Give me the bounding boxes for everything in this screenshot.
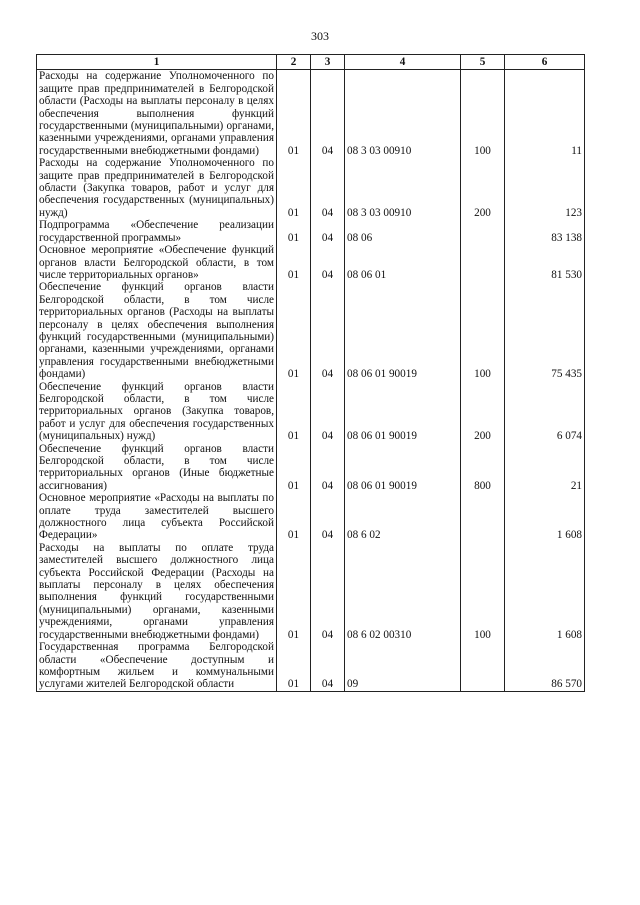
row-expense-type: 200 (461, 157, 505, 219)
row-target-code: 08 3 03 00910 (345, 70, 461, 157)
row-section-code: 01 (277, 281, 311, 380)
column-header-6: 6 (505, 55, 585, 70)
row-description: Обеспечение функций органов власти Белгородской области, в том числе территориальных органов (Иные бюджетные ассигнования) (37, 443, 277, 493)
row-subsection-code: 04 (311, 381, 345, 443)
row-target-code: 08 06 01 90019 (345, 443, 461, 493)
row-description: Расходы на содержание Уполномоченного по защите прав предпринимателей в Белгородской области (Расходы на выплаты персоналу в целях обеспечения выполнения функций государственными (муниципальными) органами, казенными учреждениями, органами управления государственными внебюджетными фондами) (37, 70, 277, 157)
table-row (37, 244, 585, 281)
table-row (37, 443, 585, 493)
row-target-code: 08 6 02 (345, 492, 461, 542)
row-subsection-code: 04 (311, 542, 345, 641)
row-amount: 75 435 (505, 281, 585, 380)
row-expense-type (461, 219, 505, 244)
table-row (37, 219, 585, 244)
table-row (37, 492, 585, 542)
row-description: Обеспечение функций органов власти Белгородской области, в том числе территориальных органов (Расходы на выплаты персоналу в целях обеспечения выполнения функций государственными (муниципальными) органами, казенными учреждениями, органами управления государственными внебюджетными фондами) (37, 281, 277, 380)
row-expense-type (461, 492, 505, 542)
row-amount: 81 530 (505, 244, 585, 281)
budget-table (36, 54, 585, 692)
column-header-5: 5 (461, 55, 505, 70)
row-section-code: 01 (277, 70, 311, 157)
row-subsection-code: 04 (311, 443, 345, 493)
table-row (37, 70, 585, 157)
table-row (37, 157, 585, 219)
column-header-4: 4 (345, 55, 461, 70)
row-subsection-code: 04 (311, 157, 345, 219)
table-row (37, 281, 585, 380)
row-target-code: 08 3 03 00910 (345, 157, 461, 219)
row-section-code: 01 (277, 381, 311, 443)
row-subsection-code: 04 (311, 219, 345, 244)
table-header-row (37, 55, 585, 70)
column-header-3: 3 (311, 55, 345, 70)
row-target-code: 08 6 02 00310 (345, 542, 461, 641)
row-subsection-code: 04 (311, 492, 345, 542)
row-expense-type: 200 (461, 381, 505, 443)
row-description: Основное мероприятие «Расходы на выплаты по оплате труда заместителей высшего должностного лица субъекта Российской Федерации» (37, 492, 277, 542)
row-section-code: 01 (277, 492, 311, 542)
row-section-code: 01 (277, 542, 311, 641)
row-amount: 123 (505, 157, 585, 219)
row-amount: 86 570 (505, 641, 585, 691)
page-number: 303 (311, 29, 329, 43)
row-description: Основное мероприятие «Обеспечение функций органов власти Белгородской области, в том числе территориальных органов» (37, 244, 277, 281)
row-target-code: 08 06 01 90019 (345, 281, 461, 380)
row-subsection-code: 04 (311, 244, 345, 281)
row-expense-type: 100 (461, 70, 505, 157)
row-section-code: 01 (277, 157, 311, 219)
row-target-code: 09 (345, 641, 461, 691)
row-target-code: 08 06 (345, 219, 461, 244)
row-section-code: 01 (277, 641, 311, 691)
row-subsection-code: 04 (311, 281, 345, 380)
table-row (37, 542, 585, 641)
row-amount: 1 608 (505, 492, 585, 542)
row-description: Государственная программа Белгородской области «Обеспечение доступным и комфортным жильем и коммунальными услугами жителей Белгородской области (37, 641, 277, 691)
row-expense-type: 100 (461, 542, 505, 641)
row-amount: 6 074 (505, 381, 585, 443)
row-description: Подпрограмма «Обеспечение реализации государственной программы» (37, 219, 277, 244)
row-amount: 1 608 (505, 542, 585, 641)
row-subsection-code: 04 (311, 70, 345, 157)
row-expense-type: 800 (461, 443, 505, 493)
row-target-code: 08 06 01 90019 (345, 381, 461, 443)
row-description: Обеспечение функций органов власти Белгородской области, в том числе территориальных органов (Закупка товаров, работ и услуг для обеспечения государственных (муниципальных) нужд) (37, 381, 277, 443)
column-header-2: 2 (277, 55, 311, 70)
row-amount: 11 (505, 70, 585, 157)
row-description: Расходы на выплаты по оплате труда заместителей высшего должностного лица субъекта Российской Федерации (Расходы на выплаты персоналу в целях обеспечения выполнения функций государственными (муниципальными) органами, казенными учреждениями, органами управления государственными внебюджетными фондами) (37, 542, 277, 641)
row-expense-type (461, 244, 505, 281)
row-section-code: 01 (277, 244, 311, 281)
row-section-code: 01 (277, 443, 311, 493)
row-amount: 21 (505, 443, 585, 493)
table-row (37, 641, 585, 691)
row-target-code: 08 06 01 (345, 244, 461, 281)
row-subsection-code: 04 (311, 641, 345, 691)
table-row (37, 381, 585, 443)
row-description: Расходы на содержание Уполномоченного по защите прав предпринимателей в Белгородской области (Закупка товаров, работ и услуг для обеспечения государственных (муниципальных) нужд) (37, 157, 277, 219)
row-amount: 83 138 (505, 219, 585, 244)
column-header-1: 1 (37, 55, 277, 70)
row-expense-type: 100 (461, 281, 505, 380)
row-section-code: 01 (277, 219, 311, 244)
row-expense-type (461, 641, 505, 691)
